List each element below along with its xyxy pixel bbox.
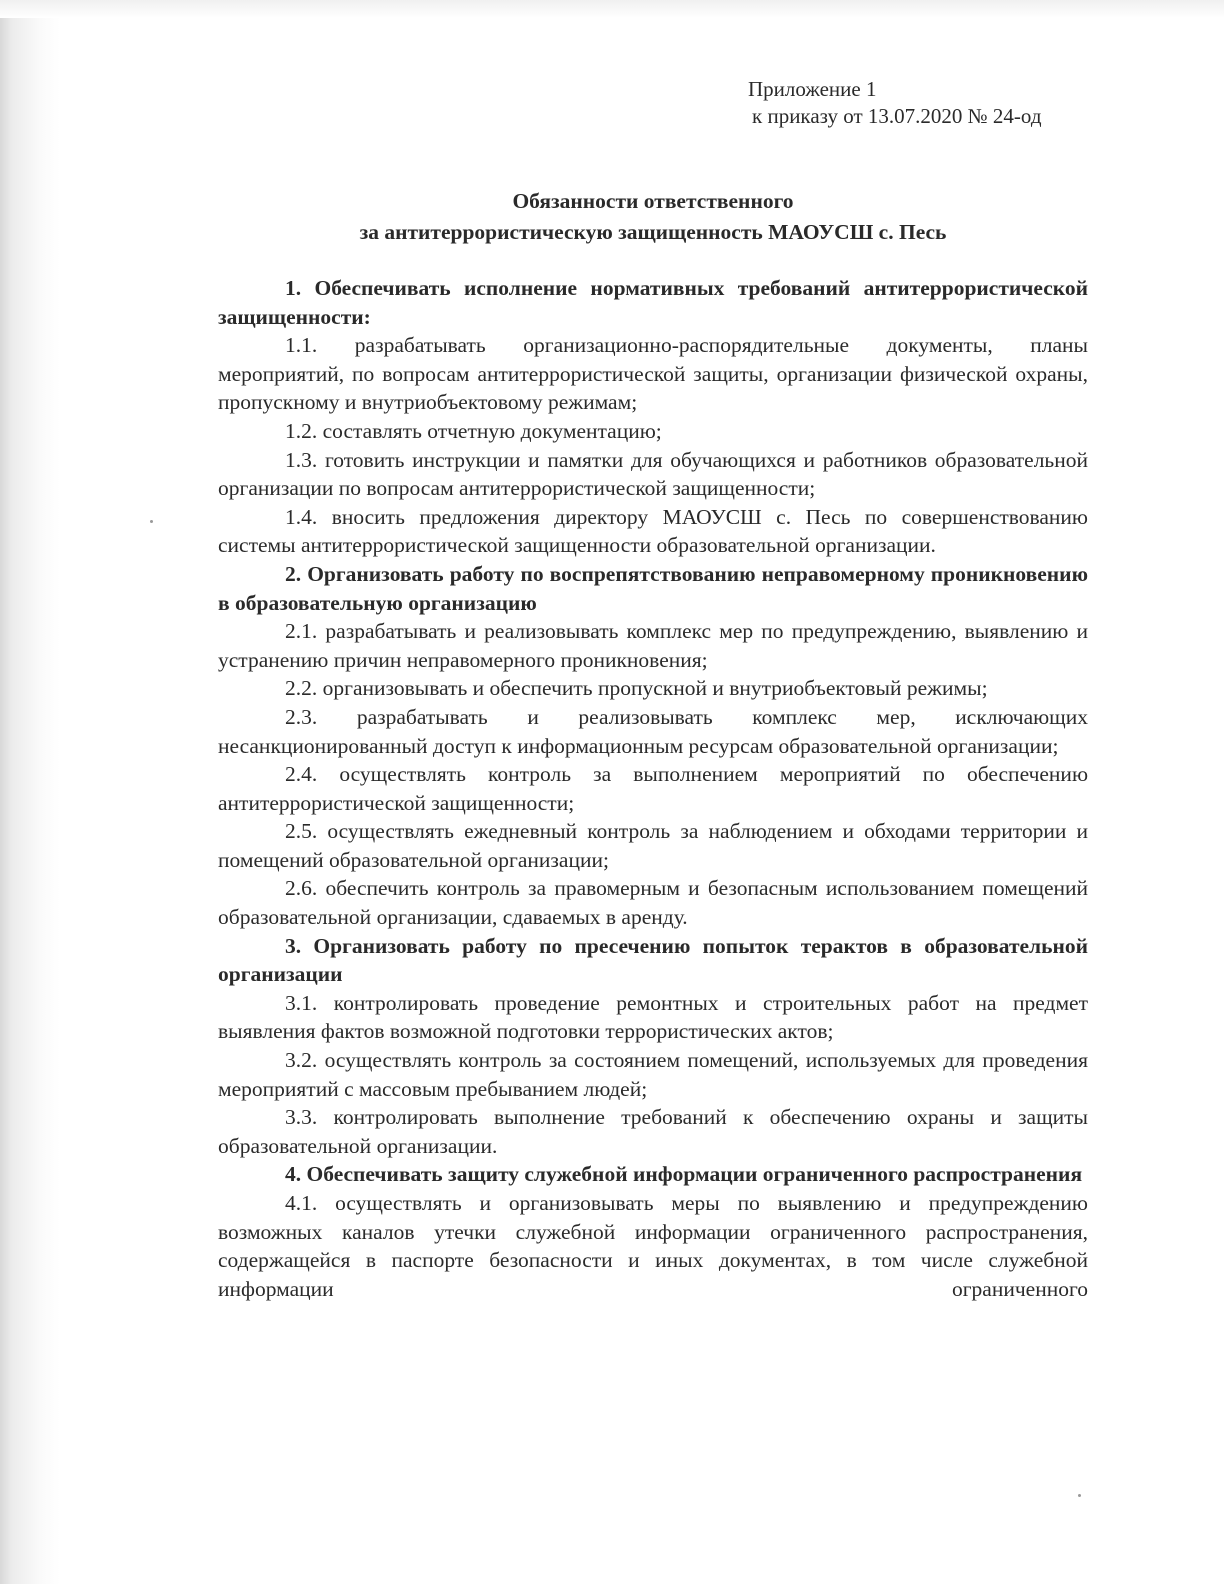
scan-speck	[150, 520, 153, 523]
section-heading-2: 2. Организовать работу по воспрепятствованию неправомерному проникновению в образовательную организацию	[218, 561, 1088, 615]
scan-speck	[1078, 1494, 1081, 1497]
section-heading-3: 3. Организовать работу по пресечению попыток терактов в образовательной организации	[218, 933, 1088, 987]
list-item-3-3: 3.3. контролировать выполнение требований к обеспечению охраны и защиты образовательной организации.	[218, 1105, 1088, 1158]
list-item-1-1: 1.1. разрабатывать организационно-распорядительные документы, планы мероприятий, по вопросам антитеррористической защиты, организации физической охраны, пропускному и внутриобъектовому режимам;	[218, 333, 1088, 415]
list-item-2-4: 2.4. осуществлять контроль за выполнением мероприятий по обеспечению антитеррористической защищенности;	[218, 762, 1088, 815]
list-item-2-3: 2.3. разрабатывать и реализовывать комплекс мер, исключающих несанкционированный доступ к информационным ресурсам образовательной организации;	[218, 704, 1088, 758]
list-item-2-2: 2.2. организовывать и обеспечить пропускной и внутриобъектовый режимы;	[285, 676, 988, 701]
list-item-4-1: 4.1. осуществлять и организовывать меры по выявлению и предупреждению возможных каналов утечки служебной информации ограниченного распространения, содержащейся в паспорте безопасности и иных документах, в том числе служебной информации ограниченного	[218, 1191, 1088, 1301]
section-heading-1: 1. Обеспечивать исполнение нормативных требований антитеррористической защищенности:	[218, 276, 1088, 329]
section-heading-4: 4. Обеспечивать защиту служебной информации ограниченного распространения	[285, 1162, 1083, 1187]
document-body	[218, 274, 1088, 1303]
title-line-2: за антитеррористическую защищенность МАОУСШ с. Песь	[359, 220, 947, 244]
list-item-3-2: 3.2. осуществлять контроль за состоянием помещений, используемых для проведения мероприятий с массовым пребыванием людей;	[218, 1048, 1088, 1101]
title-line-1: Обязанности ответственного	[512, 189, 794, 213]
appendix-number: Приложение 1	[748, 77, 877, 101]
list-item-3-1: 3.1. контролировать проведение ремонтных и строительных работ на предмет выявления фактов возможной подготовки террористических актов;	[218, 990, 1088, 1044]
list-item-1-4: 1.4. вносить предложения директору МАОУСШ с. Песь по совершенствованию системы антитеррористической защищенности образовательной организации.	[218, 504, 1088, 558]
list-item-2-6: 2.6. обеспечить контроль за правомерным и безопасным использованием помещений образовательной организации, сдаваемых в аренду.	[218, 876, 1088, 930]
list-item-1-3: 1.3. готовить инструкции и памятки для обучающихся и работников образовательной организации по вопросам антитеррористической защищенности;	[218, 447, 1088, 501]
list-item-1-2: 1.2. составлять отчетную документацию;	[285, 418, 662, 443]
list-item-2-1: 2.1. разрабатывать и реализовывать комплекс мер по предупреждению, выявлению и устранению причин неправомерного проникновения;	[218, 619, 1088, 672]
order-reference: к приказу от 13.07.2020 № 24-од	[752, 104, 1042, 128]
document-title	[218, 186, 1088, 248]
appendix-reference	[748, 76, 1042, 130]
list-item-2-5: 2.5. осуществлять ежедневный контроль за наблюдением и обходами территории и помещений образовательной организации;	[218, 819, 1088, 872]
